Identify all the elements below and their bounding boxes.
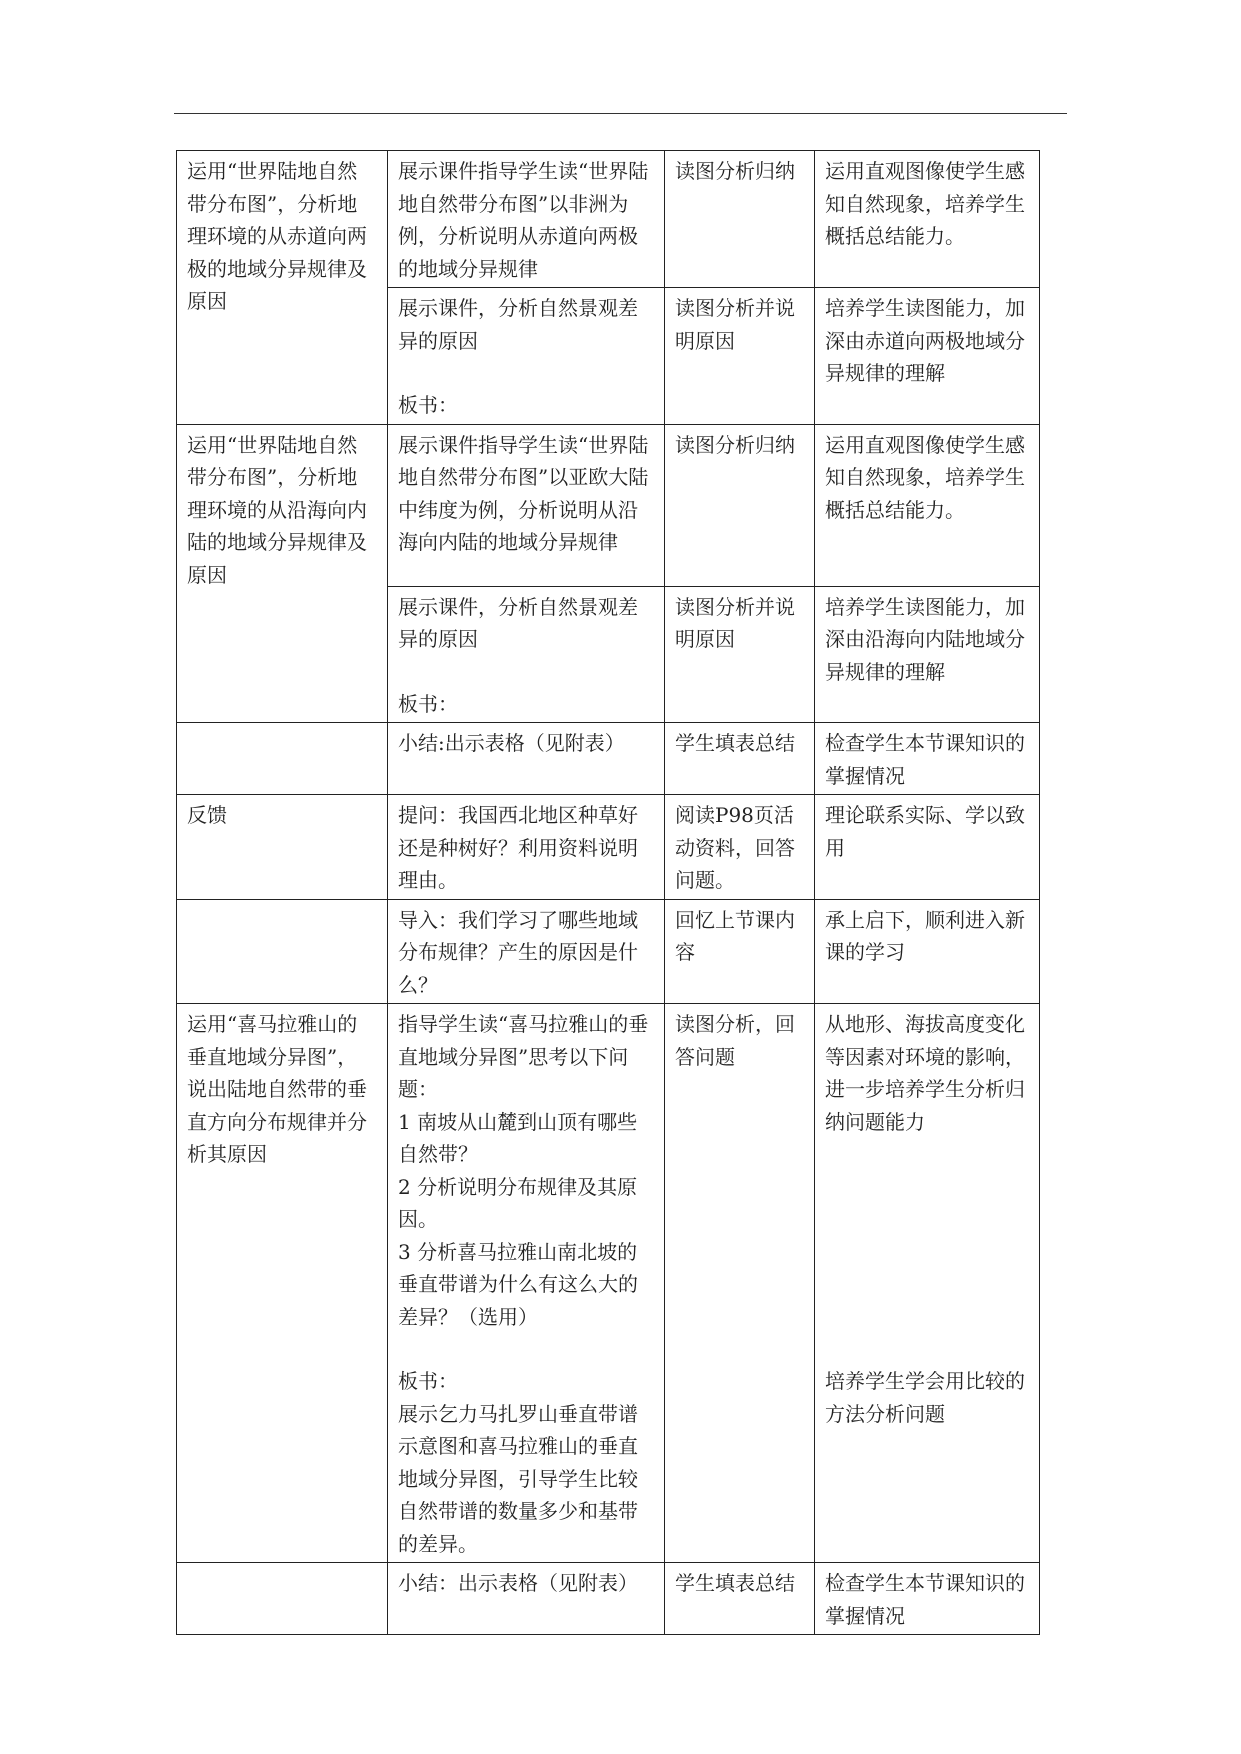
lesson-plan-table bbox=[176, 150, 1040, 1635]
design-intent-comparison: 培养学生学会用比较的方法分析问题 bbox=[825, 1369, 1025, 1426]
design-intent-cell: 从地形、海拔高度变化等因素对环境的影响，进一步培养学生分析归纳问题能力 培养学生学会用比较的方法分析问题 bbox=[815, 1004, 1040, 1563]
teacher-activity-cell: 展示课件指导学生读“世界陆地自然带分布图”以非洲为例，分析说明从赤道向两极的地域分异规律 bbox=[388, 151, 665, 288]
table-row bbox=[177, 1004, 1040, 1563]
goal-cell bbox=[177, 1563, 388, 1635]
question-2: 2 分析说明分布规律及其原因。 bbox=[398, 1174, 638, 1231]
student-activity-cell: 读图分析并说明原因 bbox=[665, 288, 815, 425]
table-row bbox=[177, 424, 1040, 586]
teacher-activity-cell: 小结：出示表格（见附表） bbox=[388, 1563, 665, 1635]
goal-cell bbox=[177, 723, 388, 795]
design-intent-cell: 运用直观图像使学生感知自然现象，培养学生概括总结能力。 bbox=[815, 151, 1040, 288]
teacher-activity-cell: 展示课件指导学生读“世界陆地自然带分布图”以亚欧大陆中纬度为例，分析说明从沿海向内陆的地域分异规律 bbox=[388, 424, 665, 586]
board-label: 板书： bbox=[398, 393, 458, 417]
table-row bbox=[177, 723, 1040, 795]
student-activity-cell: 读图分析，回答问题 bbox=[665, 1004, 815, 1563]
design-intent-cell: 培养学生读图能力，加深由赤道向两极地域分异规律的理解 bbox=[815, 288, 1040, 425]
teacher-activity-cell: 展示课件，分析自然景观差异的原因 板书： bbox=[388, 586, 665, 723]
question-1: 1 南坡从山麓到山顶有哪些自然带？ bbox=[398, 1109, 638, 1166]
student-activity-cell: 读图分析归纳 bbox=[665, 424, 815, 586]
goal-cell: 反馈 bbox=[177, 795, 388, 900]
table-row bbox=[177, 899, 1040, 1004]
student-activity-cell: 学生填表总结 bbox=[665, 1563, 815, 1635]
question-intro: 指导学生读“喜马拉雅山的垂直地域分异图”思考以下问题： bbox=[398, 1012, 649, 1101]
table-row bbox=[177, 795, 1040, 900]
goal-cell: 运用“世界陆地自然带分布图”，分析地理环境的从沿海向内陆的地域分异规律及原因 bbox=[177, 424, 388, 723]
student-activity-cell: 读图分析归纳 bbox=[665, 151, 815, 288]
design-intent-cell: 检查学生本节课知识的掌握情况 bbox=[815, 1563, 1040, 1635]
table-row bbox=[177, 1563, 1040, 1635]
student-activity-cell: 回忆上节课内容 bbox=[665, 899, 815, 1004]
goal-cell: 运用“喜马拉雅山的垂直地域分异图”，说出陆地自然带的垂直方向分布规律并分析其原因 bbox=[177, 1004, 388, 1563]
student-activity-cell: 读图分析并说明原因 bbox=[665, 586, 815, 723]
teacher-activity-cell: 导入：我们学习了哪些地域分布规律？产生的原因是什么？ bbox=[388, 899, 665, 1004]
teacher-activity-cell: 展示课件，分析自然景观差异的原因 板书： bbox=[388, 288, 665, 425]
design-intent-cell: 承上启下，顺利进入新课的学习 bbox=[815, 899, 1040, 1004]
teacher-activity-cell bbox=[388, 1004, 665, 1563]
board-label: 板书： bbox=[398, 691, 458, 716]
table-row bbox=[177, 151, 1040, 288]
goal-cell bbox=[177, 899, 388, 1004]
goal-cell: 运用“世界陆地自然带分布图”，分析地理环境的从赤道向两极的地域分异规律及原因 bbox=[177, 151, 388, 425]
question-3: 3 分析喜马拉雅山南北坡的垂直带谱为什么有这么大的差异？（选用） bbox=[398, 1239, 638, 1329]
student-activity-cell: 阅读P98页活动资料，回答问题。 bbox=[665, 795, 815, 900]
design-intent-cell: 检查学生本节课知识的掌握情况 bbox=[815, 723, 1040, 795]
student-activity-cell: 学生填表总结 bbox=[665, 723, 815, 795]
teacher-activity-cell: 小结:出示表格（见附表） bbox=[388, 723, 665, 795]
design-intent-cell: 运用直观图像使学生感知自然现象，培养学生概括总结能力。 bbox=[815, 424, 1040, 586]
comparison-activity: 展示乞力马扎罗山垂直带谱示意图和喜马拉雅山的垂直地域分异图，引导学生比较自然带谱的数量多少和基带的差异。 bbox=[398, 1401, 638, 1556]
board-label: 板书： bbox=[398, 1369, 458, 1393]
design-intent-cell: 理论联系实际、学以致用 bbox=[815, 795, 1040, 900]
teacher-activity-cell: 提问：我国西北地区种草好还是种树好？利用资料说明理由。 bbox=[388, 795, 665, 900]
header-rule bbox=[174, 113, 1067, 114]
design-intent-cell: 培养学生读图能力，加深由沿海向内陆地域分异规律的理解 bbox=[815, 586, 1040, 723]
